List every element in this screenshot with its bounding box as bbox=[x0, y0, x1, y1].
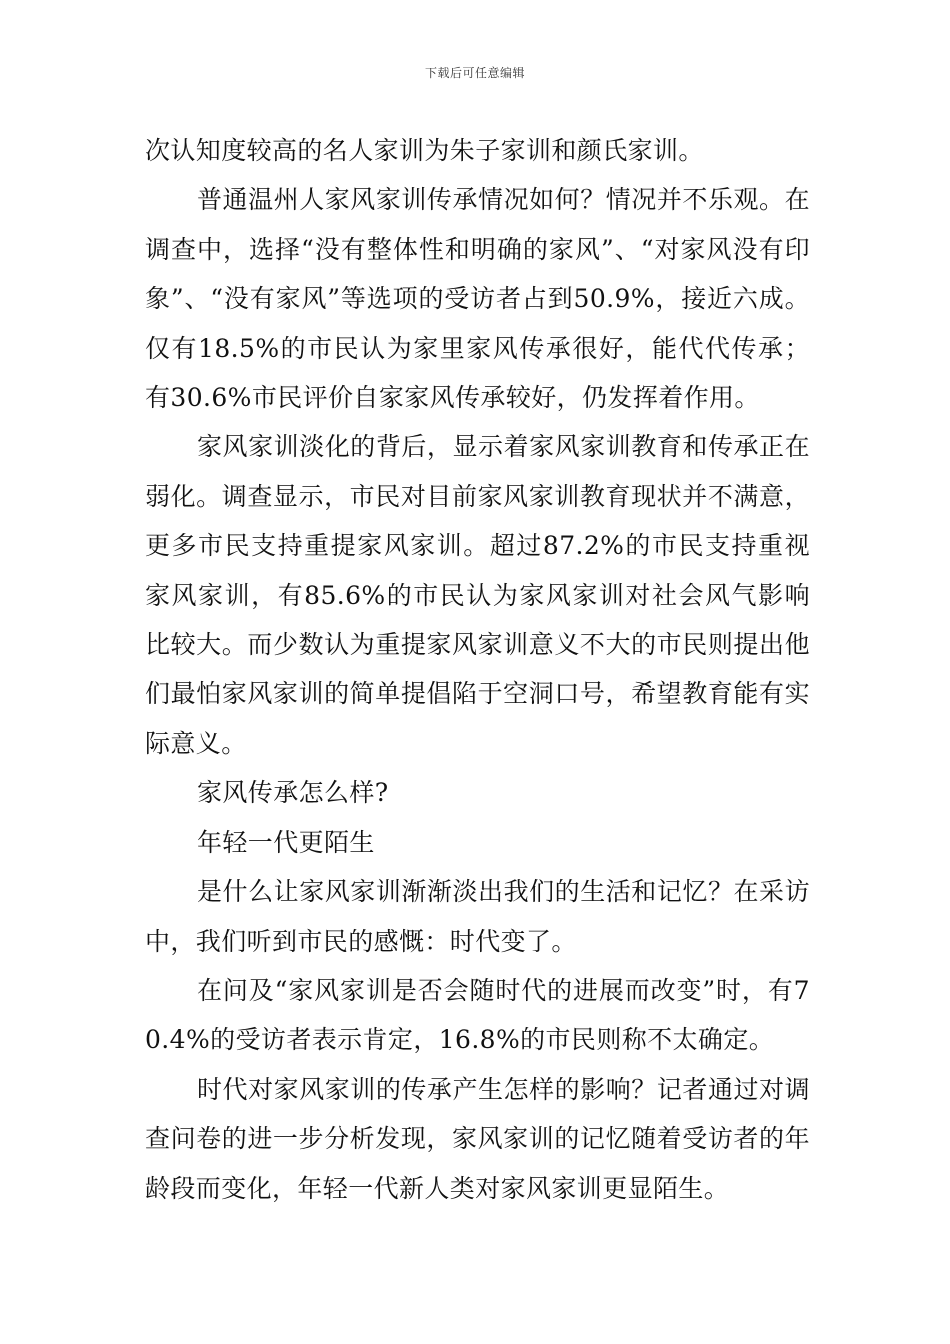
section-heading-2: 年轻一代更陌生 bbox=[197, 827, 375, 857]
section-heading-1: 家风传承怎么样? bbox=[197, 778, 389, 808]
paragraph-2: 普通温州人家风家训传承情况如何？情况并不乐观。在调查中，选择“没有整体性和明确的家风”、“对家风没有印象”、“没有家风”等选项的受访者占到50.9%，接近六成。仅有18.5%的市民认为家里家风传承很好，能代代传承；有30.6%市民评价自家家风传承较好，仍发挥着作用。 bbox=[145, 185, 810, 413]
paragraph-6: 时代对家风家训的传承产生怎样的影响？记者通过对调查问卷的进一步分析发现，家风家训的记忆随着受访者的年龄段而变化，年轻一代新人类对家风家训更显陌生。 bbox=[145, 1074, 810, 1203]
paragraph-1: 次认知度较高的名人家训为朱子家训和颜氏家训。 bbox=[145, 136, 704, 165]
paragraph-5: 在问及“家风家训是否会随时代的进展而改变”时，有70.4%的受访者表示肯定，16.8%的市民则称不太确定。 bbox=[145, 975, 810, 1055]
paragraph-3: 家风家训淡化的背后，显示着家风家训教育和传承正在弱化。调查显示，市民对目前家风家训教育现状并不满意，更多市民支持重提家风家训。超过87.2%的市民支持重视家风家训，有85.6%的市民认为家风家训对社会风气影响比较大。而少数认为重提家风家训意义不大的市民则提出他们最怕家风家训的简单提倡陷于空洞口号，希望教育能有实际意义。 bbox=[145, 432, 810, 758]
paragraph-4: 是什么让家风家训渐渐淡出我们的生活和记忆？在采访中，我们听到市民的感慨：时代变了。 bbox=[145, 877, 810, 956]
page-header: 下载后可任意编辑 bbox=[424, 66, 525, 80]
document-body bbox=[145, 126, 810, 1213]
